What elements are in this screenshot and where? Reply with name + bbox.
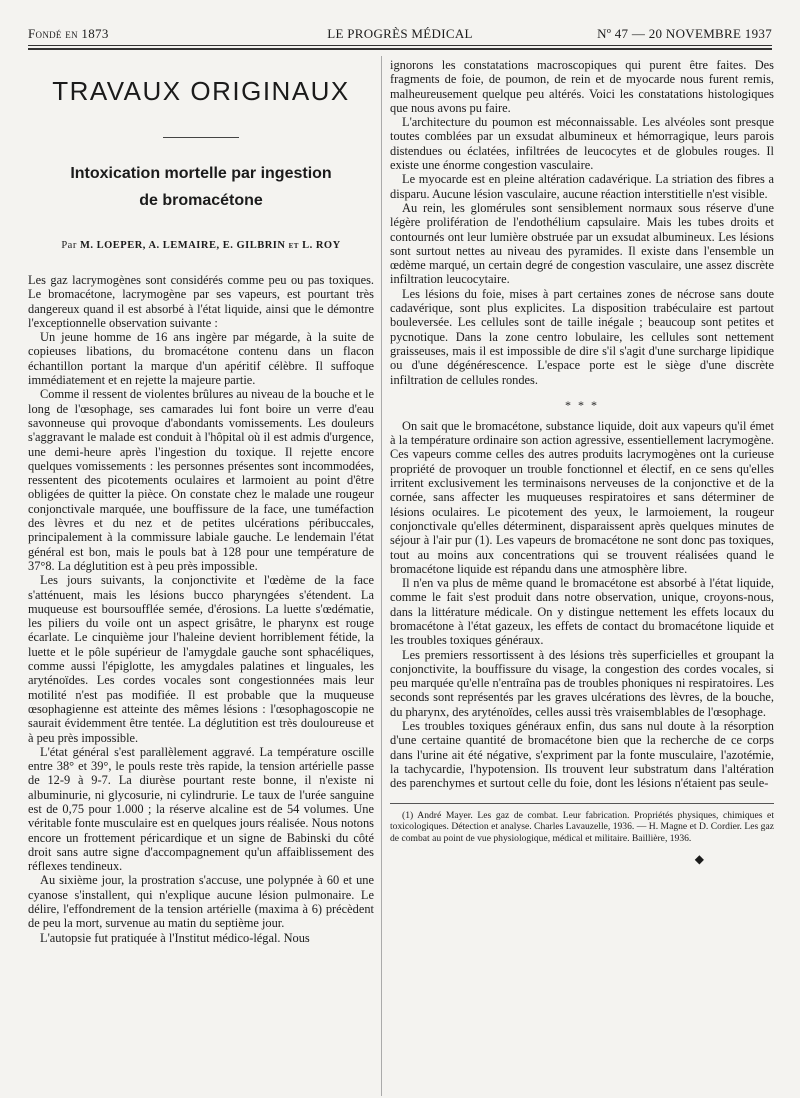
title-rule [163, 137, 239, 138]
paragraph: Au rein, les glomérules sont sensiblement normaux sous réserve d'une légère prolifération de l'endothélium capsulaire. Mais les tubes droits et contournés ont leur lumière obstruée par un exsudat albumineux. Les lésions sont surtout nettes au niveau des pyramides. Il existe dans l'ensemble un œdème marqué, un certain degré de congestion vasculaire, une assez discrète infiltration leucocytaire. [390, 200, 774, 287]
paragraph: Les lésions du foie, mises à part certaines zones de nécrose sans doute cadavérique, sont plus explicites. La disposition trabéculaire est partout bouleversée. Les cellules sont de taille inégale ; beaucoup sont petites et pycnotique. Dans la zone centro lobulaire, les cellules sont nettement graisseuses, mais il est impossible de dire s'il s'agit d'une surcharge lipidique ou d'une dégénérescence. L'espace porte est le siège d'une discrète infiltration de cellules rondes. [390, 286, 774, 387]
right-body-text-b [390, 419, 774, 791]
authors-names: M. LOEPER, A. LEMAIRE, E. GILBRIN et L. ROY [79, 240, 341, 251]
article-title-line2: de bromacétone [139, 192, 263, 209]
left-column [28, 58, 374, 945]
header-issue-date: Nº 47 — 20 NOVEMBRE 1937 [597, 26, 772, 41]
right-body-text-a [390, 58, 774, 387]
paragraph: On sait que le bromacétone, substance liquide, doit aux vapeurs qu'il émet à la température ordinaire son action agressive, essentiellement lacrymogène. Ces vapeurs comme celles des autres produits lacrymogènes ont la curieuse propriété de provoquer un trouble fonctionnel et électif, en ce sens qu'elles irritent exclusivement les terminaisons nerveuses de la conjonctive et de la cornée, sans affecter les muqueuses respiratoires et sans déterminer de lésions oculaires. Le picotement des yeux, le larmoiement, la rougeur conjonctivale qu'elles déterminent, disparaissent après quelques minutes de séjour à l'air pur (1). Les vapeurs de bromacétone ne sont donc pas toxiques, tout au moins aux concentrations qui se trouvent réalisées quand le bromacétone liquide est répandu dans une atmosphère libre. [390, 418, 774, 576]
header-rule-thick [28, 48, 772, 50]
paragraph: Le myocarde est en pleine altération cadavérique. La striation des fibres a disparu. Aucune lésion vasculaire, aucune réaction interstitielle n'est visible. [390, 172, 774, 201]
paragraph: L'état général s'est parallèlement aggravé. La température oscille entre 38° et 39°, le pouls reste très rapide, la tension artérielle passe de 12-9 à 9-7. La diurèse pourtant reste bonne, il n'existe ni albuminurie, ni glycosurie, ni cylindrurie. Le taux de l'urée sanguine est de 0,75 pour 1.000 ; la réserve alcaline est de 54 volumes. Une véritable fonte musculaire est en quelques jours réalisée. Nous notons encore un frottement péricardique et un signe de Babinski du côté droit sans autre signe d'accompagnement qu'un affaiblissement des réflexes tendineux. [28, 744, 374, 874]
end-mark: ◆ [694, 852, 704, 867]
paragraph: Les premiers ressortissent à des lésions très superficielles et groupant la conjonctivite, la bouffissure du visage, la congestion des cordes vocales, si peu marquée qu'elle n'entraîna pas de troubles phoniques ni respiratoires. Les seconds sont représentés par les graves ulcérations des lèvres, de la bouche, du pharynx, des aryténoïdes, celles aussi très vraisemblables de l'œsophage. [390, 647, 774, 719]
paragraph: Les jours suivants, la conjonctivite et l'œdème de la face s'atténuent, mais les lésions bucco pharyngées s'étendent. La muqueuse est boursoufflée semée, d'érosions. La luette s'œdématie, les piliers du voile ont un aspect grisâtre, le pharynx est rouge écarlate. Le cinquième jour l'haleine devient horriblement fétide, la luette et le pôle supérieur de l'amygdale gauche sont sphacéliques, comme aussi l'épiglotte, les amygdales palatines et linguales, les aryténoïdes. Les cordes vocales sont congestionnées mais leur motilité n'est pas modifiée. Il est probable que la muqueuse œsophagienne est atteinte des mêmes lésions : l'œsophagoscopie ne saurait évidemment être tentée. La déglutition est très douloureuse et à peu près impossible. [28, 573, 374, 745]
paragraph: Les troubles toxiques généraux enfin, dus sans nul doute à la résorption d'une certaine quantité de bromacétone bien que la recherche de ce corps dans l'urine ait été négative, s'expriment par la fonte musculaire, l'azotémie, la tachycardie, l'hypotension. Ils trouvent leur substratum dans l'altération des parenchymes et surtout celle du foie, dont les lésions n'étaient pas seule- [390, 719, 774, 791]
header-rule [28, 45, 772, 46]
column-divider [381, 56, 382, 1096]
authors-prefix: Par [61, 240, 77, 251]
asterism-divider: * * * [565, 397, 599, 412]
article-title [28, 160, 374, 214]
section-title: TRAVAUX ORIGINAUX [52, 76, 350, 106]
paragraph: Un jeune homme de 16 ans ingère par mégarde, à la suite de copieuses libations, du bromacétone contenu dans un flacon échantillon portant la marque d'un apéritif célèbre. Il suffoque immédiatement et en rejette la majeure partie. [28, 330, 374, 388]
article-title-line1: Intoxication mortelle par ingestion [70, 165, 332, 182]
paragraph: ignorons les constatations macroscopiques qui purent être faites. Des fragments de foie, de poumon, de rein et de myocarde nous furent remis, malheureusement quelque peu altérés. Voici les constatations histologiques que nous avons pu faire. [390, 58, 774, 115]
paragraph: Les gaz lacrymogènes sont considérés comme peu ou pas toxiques. Le bromacétone, lacrymogène par ses vapeurs, est pourtant très dangereux quand il est absorbé à l'état liquide, ainsi que le démontre l'exceptionnelle observation suivante : [28, 273, 374, 330]
right-column [390, 58, 774, 867]
running-header [28, 26, 772, 44]
footnote-rule [390, 803, 774, 804]
left-body-text [28, 273, 374, 945]
header-journal-title: LE PROGRÈS MÉDICAL [327, 26, 473, 41]
paragraph: Il n'en va plus de même quand le bromacétone est absorbé à l'état liquide, comme le fait s'est produit dans notre observation, unique, croyons-nous, dans la littérature médicale. On y distingue nettement les effets locaux du bromacétone à l'état gazeux, les effets de contact du bromacétone liquide et les troubles toxiques généraux. [390, 576, 774, 648]
footnote: (1) André Mayer. Les gaz de combat. Leur fabrication. Propriétés physiques, chimiques et toxicologiques. Détection et analyse. Charles Lavauzelle, 1936. — H. Magne et D. Cordier. Les gaz de combat au point de vue physiologique, médical et militaire. Baillière, 1936. [390, 809, 774, 844]
header-founded: Fondé en 1873 [28, 26, 109, 41]
paragraph: L'autopsie fut pratiquée à l'Institut médico-légal. Nous [40, 930, 310, 945]
article-authors [28, 240, 374, 251]
paragraph: Comme il ressent de violentes brûlures au niveau de la bouche et le long de l'œsophage, ses camarades lui font boire un verre d'eau savonneuse qui provoque d'abondants vomissements. Les douleurs s'aggravant le malade est conduit à l'hôpital où il est admis d'urgence, une demi-heure après l'ingestion du toxique. Il rejette encore quelques vomissements : les personnes présentes sont incommodées, ressentent des picotements oculaires et larmoient au point d'être obligées de quitter la pièce. On constate chez le malade une rougeur conjonctivale marquée, une bouffissure de la face, une tuméfaction des lèvres et du nez et de petites ulcérations péribuccales, principalement à la commissure labiale gauche. Le lendemain l'état général est bon, mais le pouls bat à 128 pour une température de 37°8. La déglutition est à peu près impossible. [28, 387, 374, 573]
paragraph: L'architecture du poumon est méconnaissable. Les alvéoles sont presque toutes comblées par un exsudat albumineux et hémorragique, leurs parois distendues ou éclatées, infiltrées de leucocytes et de globules rouges. Il existe une énorme congestion vasculaire. [390, 115, 774, 173]
paragraph: Au sixième jour, la prostration s'accuse, une polypnée à 60 et une cyanose s'installent, qui n'explique aucune lésion pulmonaire. Le délire, l'effondrement de la tension artérielle (maxima à 6) précèdent de peu la mort, survenue au matin du septième jour. [28, 873, 374, 931]
